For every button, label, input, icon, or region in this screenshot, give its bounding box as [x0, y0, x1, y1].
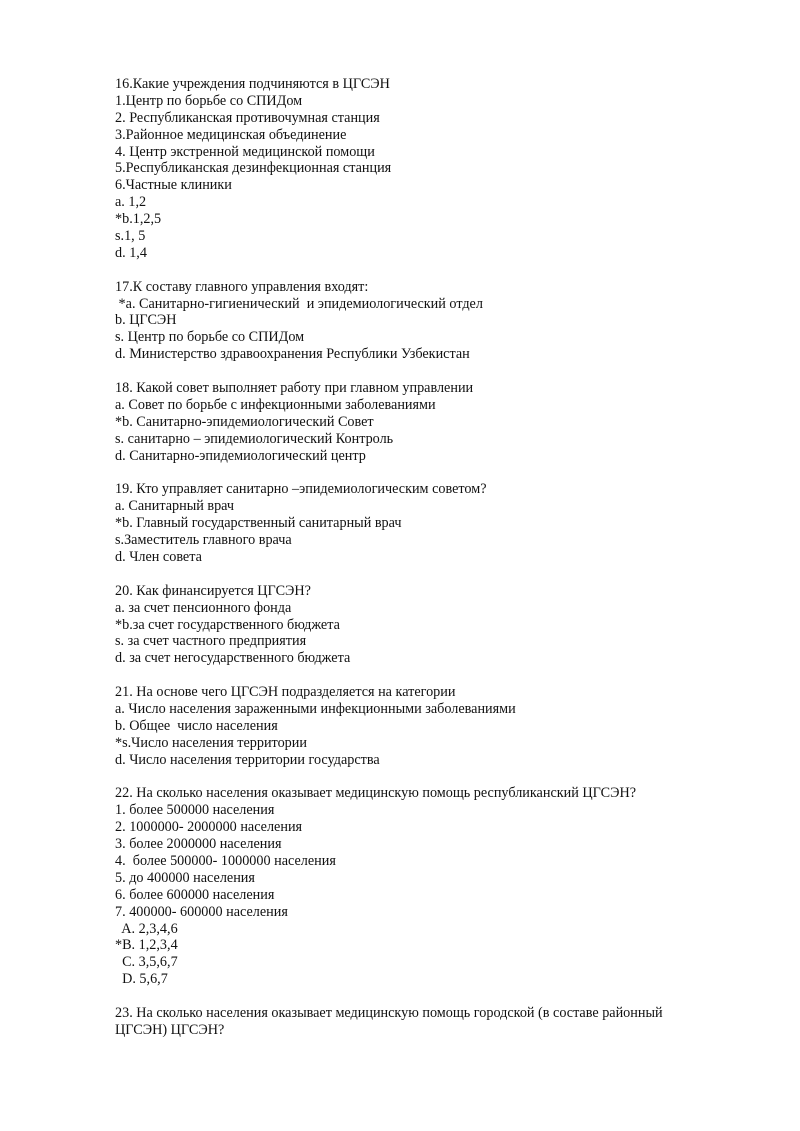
question-22 — [115, 785, 695, 988]
question-text: 21. На основе чего ЦГСЭН подразделяется на категории — [115, 684, 456, 701]
answer-option: D. 5,6,7 — [115, 971, 168, 988]
document-body — [115, 76, 695, 1056]
question-18 — [115, 380, 695, 464]
list-item: 1.Центр по борьбе со СПИДом — [115, 92, 303, 109]
question-17 — [115, 279, 695, 363]
question-text: 16.Какие учреждения подчиняются в ЦГСЭН — [115, 76, 390, 92]
question-19 — [115, 481, 695, 565]
question-21 — [115, 684, 695, 768]
answer-option: a. Совет по борьбе с инфекционными заболеваниями — [115, 396, 436, 413]
answer-option: d. за счет негосударственного бюджета — [115, 650, 351, 667]
question-text: 17.К составу главного управления входят: — [115, 278, 369, 295]
answer-option: A. 2,3,4,6 — [115, 920, 178, 937]
list-item: 5. до 400000 населения — [115, 869, 255, 886]
list-item: 7. 400000- 600000 населения — [115, 903, 288, 920]
question-23 — [115, 1005, 695, 1039]
list-item: 3.Районное медицинская объединение — [115, 126, 347, 143]
list-item: 4. более 500000- 1000000 населения — [115, 852, 336, 869]
answer-option: *b.1,2,5 — [115, 211, 162, 228]
list-item: 5.Республиканская дезинфекционная станция — [115, 160, 392, 177]
question-text: 23. На сколько населения оказывает медицинскую помощь городской (в составе районный ЦГСЭН) ЦГСЭН? — [115, 1004, 663, 1038]
answer-option: a. за счет пенсионного фонда — [115, 599, 292, 616]
answer-option: d. 1,4 — [115, 244, 147, 261]
answer-option: d. Член совета — [115, 548, 202, 565]
answer-option: d. Число населения территории государства — [115, 751, 380, 768]
question-text: 19. Кто управляет санитарно –эпидемиологическим советом? — [115, 481, 487, 498]
answer-option: s. Центр по борьбе со СПИДом — [115, 329, 305, 346]
answer-option: *a. Санитарно-гигиенический и эпидемиологический отдел — [115, 295, 483, 312]
question-text: 18. Какой совет выполняет работу при главном управлении — [115, 380, 474, 397]
answer-option: s.1, 5 — [115, 228, 146, 245]
question-text: 20. Как финансируется ЦГСЭН? — [115, 582, 311, 599]
question-16 — [115, 76, 695, 262]
answer-option: d. Министерство здравоохранения Республики Узбекистан — [115, 346, 470, 363]
answer-option: d. Санитарно-эпидемиологический центр — [115, 447, 366, 464]
answer-option: *b. Санитарно-эпидемиологический Совет — [115, 413, 374, 430]
list-item: 2. 1000000- 2000000 населения — [115, 819, 303, 836]
answer-option: a. 1,2 — [115, 194, 147, 211]
question-20 — [115, 583, 695, 667]
list-item: 4. Центр экстренной медицинской помощи — [115, 143, 375, 160]
list-item: 6.Частные клиники — [115, 177, 232, 194]
answer-option: a. Число населения зараженными инфекционными заболеваниями — [115, 700, 516, 717]
answer-option: b. ЦГСЭН — [115, 312, 177, 329]
list-item: 3. более 2000000 населения — [115, 836, 282, 853]
list-item: 6. более 600000 населения — [115, 886, 275, 903]
answer-option: s. санитарно – эпидемиологический Контроль — [115, 430, 394, 447]
answer-option: s.Заместитель главного врача — [115, 532, 292, 549]
question-text: 22. На сколько населения оказывает медицинскую помощь республиканский ЦГСЭН? — [115, 785, 636, 802]
answer-option: b. Общее число населения — [115, 717, 278, 734]
answer-option: *s.Число населения территории — [115, 734, 307, 751]
list-item: 1. более 500000 населения — [115, 802, 275, 819]
list-item: 2. Республиканская противочумная станция — [115, 109, 380, 126]
answer-option: s. за счет частного предприятия — [115, 633, 307, 650]
answer-option: *b. Главный государственный санитарный врач — [115, 515, 402, 532]
answer-option: a. Санитарный врач — [115, 498, 235, 515]
answer-option: C. 3,5,6,7 — [115, 954, 178, 971]
answer-option: *B. 1,2,3,4 — [115, 937, 178, 954]
answer-option: *b.за счет государственного бюджета — [115, 616, 340, 633]
